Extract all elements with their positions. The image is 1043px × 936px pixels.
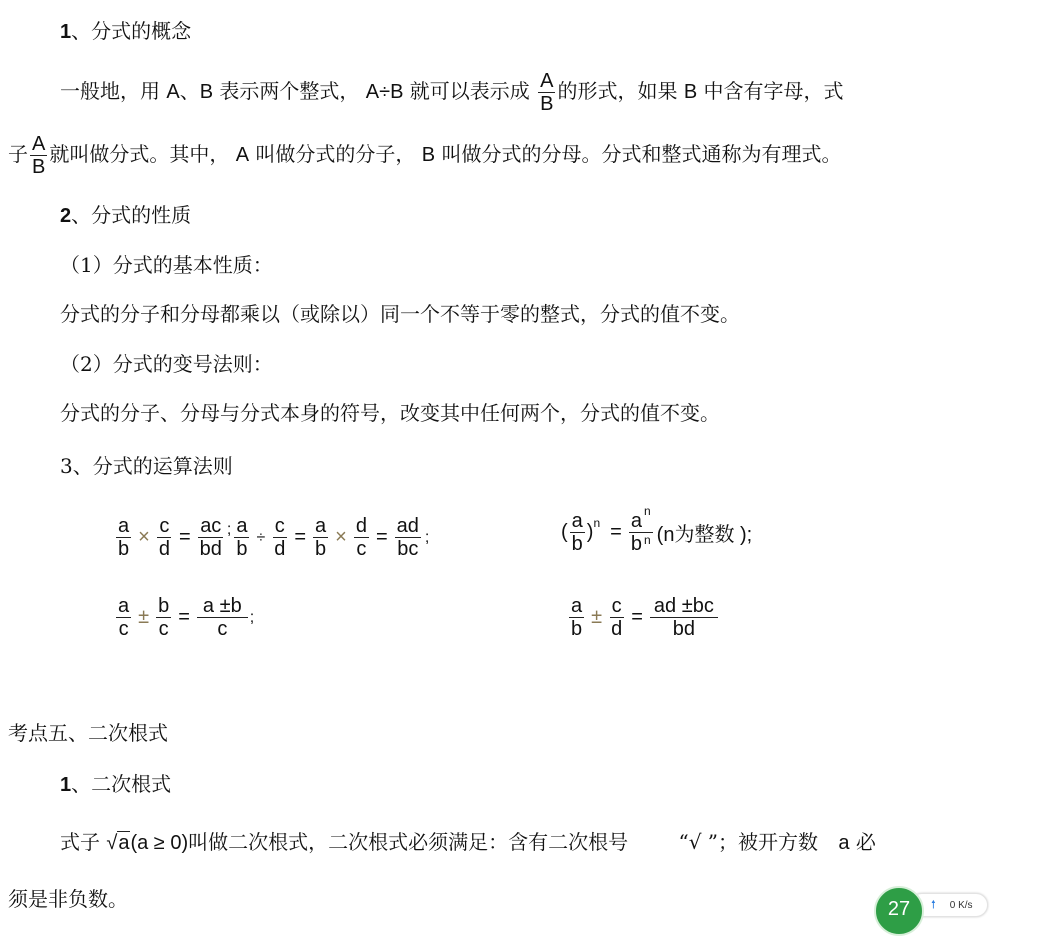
numerator: d [355, 515, 367, 537]
fraction [156, 595, 171, 640]
denominator: d [158, 538, 170, 560]
denominator: b [236, 538, 248, 560]
sign-rule-text: 分式的分子、分母与分式本身的符号，改变其中任何两个，分式的值不变。 [60, 401, 720, 425]
var-a: a [838, 832, 850, 854]
condition: (a ≥ 0) [130, 832, 189, 854]
numerator: a [118, 515, 130, 537]
fraction-a-over-b [30, 133, 47, 178]
concept-paragraph-line-1 [60, 63, 844, 120]
times-operator: × [138, 526, 150, 548]
a-div-b: A÷B [365, 81, 404, 103]
equals-operator: = [375, 526, 388, 548]
text: 的形式，如果 [557, 79, 684, 103]
radical-definition-line-1 [60, 828, 876, 857]
section-1-heading [60, 19, 191, 44]
denominator: c [118, 618, 129, 640]
text: 式子 [60, 830, 100, 854]
text: 叫做二次根式，二次根式必须满足：含有二次根号 [188, 830, 629, 854]
paren: ( [561, 521, 568, 543]
badge-value: 27 [887, 898, 911, 920]
denominator: b [571, 618, 583, 640]
denominator [629, 533, 653, 555]
concept-paragraph-line-2 [8, 126, 841, 183]
paren: ) [586, 521, 594, 543]
text: 、 [179, 79, 200, 103]
semicolon: ; [226, 520, 232, 538]
semicolon: ; [424, 528, 430, 546]
formula-different-denominator [567, 595, 720, 640]
sub-heading-sign-rule: （2）分式的变号法则： [60, 352, 273, 376]
sub-heading-basic-property: （1）分式的基本性质： [60, 253, 273, 277]
text: 一般地，用 [60, 79, 167, 103]
denominator: b [315, 538, 327, 560]
denominator: b [571, 533, 583, 555]
formula-same-denominator [114, 595, 254, 640]
base: a [630, 510, 642, 532]
fraction [395, 515, 421, 560]
equals-operator: = [178, 526, 191, 548]
speed-value: 0 K/s [949, 899, 973, 911]
section-2-heading [60, 203, 191, 228]
base: b [630, 533, 642, 555]
fraction [198, 515, 224, 560]
kaodian-5-heading: 考点五、二次根式 [8, 721, 168, 745]
exponent: n [593, 515, 601, 530]
numerator: a [118, 595, 130, 617]
denominator: B [540, 93, 554, 115]
text: 就叫做分式。其中， [49, 142, 236, 166]
numerator: c [274, 515, 285, 537]
numerator: a [236, 515, 248, 537]
var-B: B [199, 81, 214, 103]
denominator: c [217, 618, 228, 640]
exponent: n [643, 533, 651, 547]
upload-arrow-icon: 🠕 [931, 898, 936, 911]
times-operator: × [335, 526, 347, 548]
equals-operator: = [610, 521, 622, 543]
section-title: 、分式的概念 [71, 19, 192, 43]
equals-operator: = [294, 526, 307, 548]
plus-minus-operator: ± [591, 606, 603, 628]
formula-multiply-divide [114, 515, 429, 560]
section-title: 、分式的性质 [71, 203, 192, 227]
numerator [629, 504, 653, 533]
numerator: A [540, 70, 554, 92]
fraction [197, 595, 248, 640]
text: 中含有字母，式 [697, 79, 844, 103]
semicolon: ; [249, 608, 255, 626]
performance-badge[interactable] [874, 886, 924, 936]
plus-minus-operator: ± [138, 606, 150, 628]
var-A: A [166, 81, 180, 103]
divide-operator: ÷ [256, 528, 266, 546]
numerator: b [158, 595, 170, 617]
numerator: a [315, 515, 327, 537]
var-B: B [683, 81, 698, 103]
section-number: 1 [60, 774, 72, 796]
numerator: ad ±bc [650, 595, 718, 618]
fraction [116, 595, 131, 640]
basic-property-text: 分式的分子和分母都乘以（或除以）同一个不等于零的整式，分式的值不变。 [60, 302, 740, 326]
fraction-a-over-b [538, 70, 555, 115]
numerator: c [159, 515, 170, 537]
fraction [116, 515, 131, 560]
numerator: a ±b [197, 595, 248, 618]
section-title: 、二次根式 [71, 772, 172, 796]
numerator: ad [396, 515, 419, 537]
numerator: a [571, 510, 583, 532]
section-number: 2 [60, 205, 72, 227]
denominator: bd [199, 538, 222, 560]
radicand: a [118, 832, 130, 854]
fraction [157, 515, 172, 560]
formula-power [561, 504, 753, 555]
numerator: a [571, 595, 583, 617]
fraction [234, 515, 249, 560]
numerator: A [32, 133, 46, 155]
denominator: bc [397, 538, 419, 560]
sqrt-expression: √a [106, 832, 130, 854]
denominator: c [158, 618, 169, 640]
fraction [569, 595, 584, 640]
denominator: B [32, 156, 46, 178]
equals-operator: = [178, 606, 190, 628]
denominator: bd [672, 618, 695, 640]
numerator: c [611, 595, 622, 617]
radical-definition-line-2: 须是非负数。 [8, 887, 128, 911]
fraction [313, 515, 328, 560]
fraction [354, 515, 369, 560]
power-note: (n为整数 ); [656, 524, 753, 546]
exponent: n [643, 504, 651, 518]
section-number: 1 [60, 21, 72, 43]
text: 子 [8, 142, 28, 166]
text: 叫做分式的分母。分式和整式通称为有理式。 [435, 142, 842, 166]
fraction [272, 515, 287, 560]
var-B: B [421, 144, 436, 166]
denominator: b [118, 538, 130, 560]
text: 就可以表示成 [403, 79, 537, 103]
denominator: c [356, 538, 367, 560]
fraction [629, 504, 653, 555]
var-A: A [235, 144, 250, 166]
equals-operator: = [631, 606, 643, 628]
numerator: ac [200, 515, 222, 537]
sqrt-symbol-quote: “√ ”； [678, 830, 739, 854]
section-3-heading: 3、分式的运算法则 [60, 454, 233, 478]
fraction [650, 595, 718, 640]
text: 叫做分式的分子， [249, 142, 422, 166]
fraction [609, 595, 624, 640]
denominator: d [611, 618, 623, 640]
text: 表示两个整式， [213, 79, 366, 103]
denominator: d [274, 538, 286, 560]
text: 必 [855, 830, 876, 854]
fraction [570, 510, 585, 555]
radical-subheading [60, 772, 171, 797]
text: 被开方数 [738, 830, 819, 854]
